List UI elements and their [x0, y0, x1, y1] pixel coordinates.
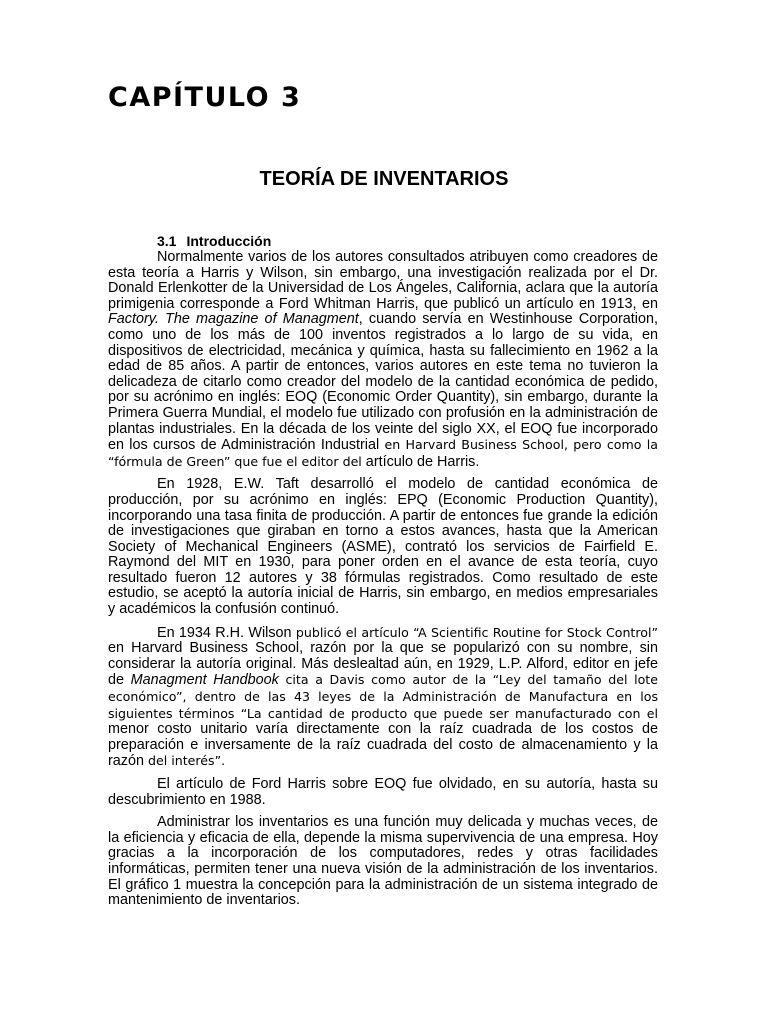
paragraph-3-text-c-alt: cita a Davis como autor de la “Ley del tamaño del lote económico”, dentro de las 43 leyes de la Administración de Manufactura en los siguientes términos “La cantidad de producto que puede ser manufacturado con el — [108, 672, 658, 721]
paragraph-1 — [108, 250, 658, 470]
paragraph-3-italic-title: Managment Handbook — [130, 672, 279, 689]
paragraph-3-text-b: en Harvard Business School, razón por la que se popularizó con su nombre, sin considerar la autoría original. Más deslealtad aún, en 1929, L.P. Alford, editor en jefe de — [108, 640, 658, 689]
chapter-heading: CAPÍTULO 3 — [108, 82, 302, 113]
paragraph-5: Administrar los inventarios es una función muy delicada y muchas veces, de la eficiencia y eficacia de ella, depende la misma supervivencia de una empresa. Hoy gracias a la incorporación de los computadores, redes y otras facilidades informáticas, permiten tener una nueva visión de la administración de los inventarios. El gráfico 1 muestra la concepción para la administración de un sistema integrado de mantenimiento de inventarios. — [108, 814, 658, 909]
paragraph-3-text-a: En 1934 R.H. Wilson — [157, 624, 296, 641]
paragraph-1-italic-title: Factory. The magazine of Managment — [108, 311, 359, 328]
paragraph-3 — [108, 625, 658, 770]
paragraph-4: El artículo de Ford Harris sobre EOQ fue olvidado, en su autoría, hasta su descubrimiento en 1988. — [108, 776, 658, 808]
paragraph-3-text-a-alt: publicó el artículo “A Scientific Routine for Stock Control” — [295, 624, 658, 640]
section-heading — [157, 233, 271, 249]
page-title: TEORÍA DE INVENTARIOS — [259, 168, 509, 190]
paragraph-1-text-alt: en Harvard Business School, pero como la “fórmula de Green” que fue el editor del — [108, 437, 658, 469]
paragraph-1-text-a: Normalmente varios de los autores consultados atribuyen como creadores de esta teoría a Harris y Wilson, sin embargo, una investigación realizada por el Dr. Donald Erlenkotter de la Universidad de Los Ángeles, California, aclara que la autoría primigenia corresponde a Ford Whitman Harris, que publicó un artículo en 1913, en — [108, 249, 658, 312]
paragraph-1-text-b: , cuando servía en Westinhouse Corporation, como uno de los más de 100 inventos registrados a lo largo de su vida, en dispositivos de electricidad, mecánica y química, hasta su fallecimiento en 1962 a la edad de 85 años. A partir de entonces, varios autores en este tema no tuvieron la delicadeza de citarlo como creador del modelo de la cantidad económica de pedido, por su acrónimo en inglés: EOQ (Economic Order Quantity), sin embargo, durante la Primera Guerra Mundial, el modelo fue utilizado con profusión en la administración de plantas industriales. En la década de los veinte del siglo XX, el EOQ fue incorporado en los cursos de Administración Industrial — [108, 311, 659, 454]
section-number: 3.1 — [157, 233, 177, 249]
paragraph-3-text-d-alt: del interés”. — [148, 753, 226, 769]
body-text — [108, 250, 658, 916]
paragraph-2: En 1928, E.W. Taft desarrolló el modelo de cantidad económica de producción, por su acrónimo en inglés: EPQ (Economic Production Quantity), incorporando una tasa finita de producción. A partir de entonces fue grande la edición de investigaciones que giraban en torno a estos avances, hasta que la American Society of Mechanical Engineers (ASME), contrató los servicios de Fairfield E. Raymond del MIT en 1930, para poner orden en el avance de esta teoría, cuyo resultado fueron 12 autores y 38 fórmulas registrados. Como resultado de este estudio, se aceptó la autoría inicial de Harris, sin embargo, en medios empresariales y académicos la confusión continuó. — [108, 476, 658, 618]
paragraph-3-text-d: menor costo unitario varía directamente con la raíz cuadrada de los costos de preparación e inversamente de la raíz cuadrada del costo de almacenamiento y la razón — [108, 721, 658, 770]
paragraph-1-text-c: artículo de Harris. — [361, 453, 480, 470]
section-label: Introducción — [186, 233, 272, 249]
